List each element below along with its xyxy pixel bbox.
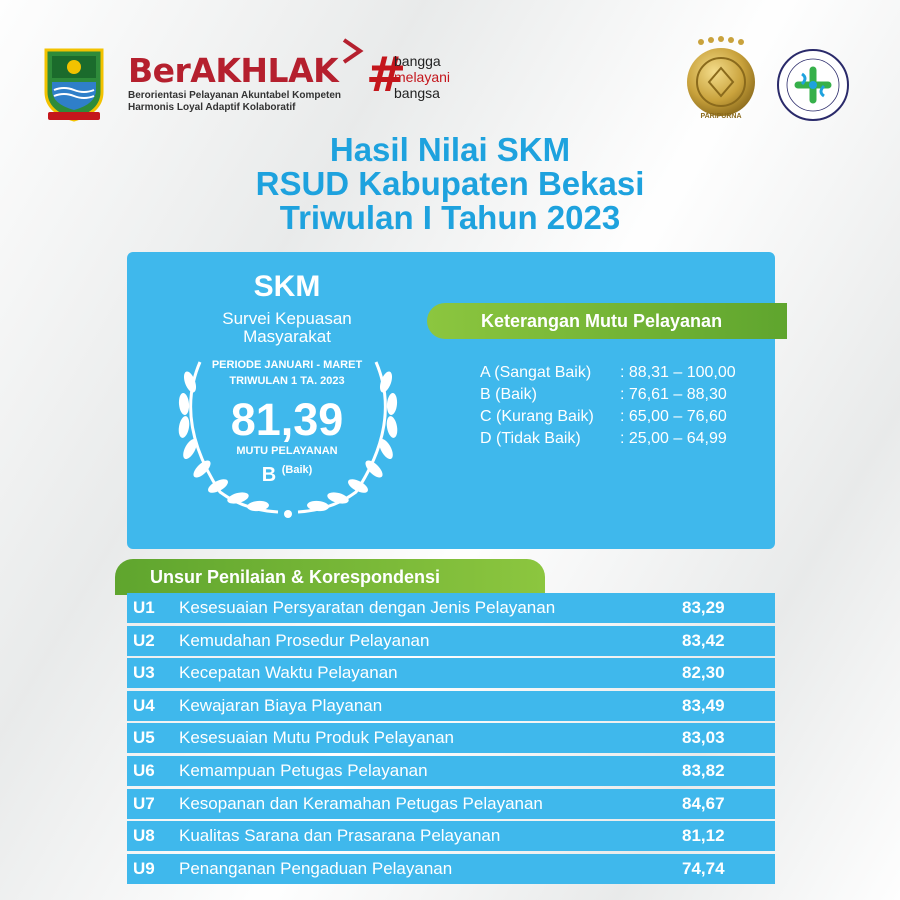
- grade-note: (Baik): [281, 464, 313, 476]
- table-row: [127, 821, 775, 851]
- paripurna-badge-icon: [679, 36, 763, 122]
- skm-subtitle-line-2: Masyarakat: [243, 327, 331, 346]
- bangga-melayani-logo: [366, 47, 486, 114]
- row-value: 83,42: [682, 630, 725, 650]
- row-code: U8: [133, 826, 155, 846]
- melayani-word: melayani: [394, 69, 451, 85]
- period-text: [127, 357, 447, 389]
- table-row: [127, 723, 775, 753]
- bangga-word: bangga: [394, 53, 441, 69]
- legend-range: : 76,61 – 88,30: [620, 386, 727, 403]
- row-label: Penanganan Pengaduan Pelayanan: [179, 858, 453, 878]
- row-value: 84,67: [682, 793, 725, 813]
- row-value: 82,30: [682, 663, 725, 683]
- legend-row: [480, 408, 736, 430]
- mutu-pelayanan-label: MUTU PELAYANAN: [236, 445, 338, 457]
- row-value: 83,03: [682, 728, 725, 748]
- legend-label: C (Kurang Baik): [480, 408, 594, 425]
- unsur-table: [127, 593, 775, 886]
- berakhlak-line-2: Harmonis Loyal Adaptif Kolaboratif: [128, 102, 296, 113]
- row-label: Kesesuaian Mutu Produk Pelayanan: [179, 728, 455, 748]
- unsur-title: Unsur Penilaian & Korespondensi: [150, 567, 441, 587]
- row-label: Kecepatan Waktu Pelayanan: [179, 663, 398, 683]
- legend-range: : 88,31 – 100,00: [620, 364, 736, 381]
- row-label: Kualitas Sarana dan Prasarana Pelayanan: [179, 826, 501, 846]
- row-code: U3: [133, 663, 155, 683]
- row-code: U2: [133, 630, 155, 650]
- legend-range: : 65,00 – 76,60: [620, 408, 727, 425]
- skm-subtitle-line-1: Survei Kepuasan: [222, 309, 352, 328]
- row-label: Kemudahan Prosedur Pelayanan: [179, 630, 430, 650]
- row-value: 83,29: [682, 598, 725, 617]
- row-value: 81,12: [682, 826, 725, 846]
- hashtag-glyph: #: [366, 47, 407, 103]
- table-row: [127, 756, 775, 786]
- legend-row: [480, 364, 736, 386]
- row-code: U5: [133, 728, 155, 748]
- row-code: U9: [133, 858, 155, 878]
- table-row: [127, 658, 775, 688]
- keterangan-title: Keterangan Mutu Pelayanan: [481, 311, 723, 331]
- row-label: Kesesuaian Persyaratan dengan Jenis Pelayanan: [179, 598, 556, 617]
- skm-subtitle: [127, 310, 447, 346]
- title-line-2: RSUD Kabupaten Bekasi: [255, 165, 645, 202]
- row-value: 74,74: [682, 858, 725, 878]
- bangsa-word: bangsa: [394, 85, 440, 101]
- period-line-2: TRIWULAN 1 TA. 2023: [229, 375, 345, 387]
- grade-value: [127, 464, 447, 487]
- paripurna-text: PARIPURNA: [700, 113, 742, 120]
- title-line-3: Triwulan I Tahun 2023: [279, 199, 621, 236]
- table-row: [127, 854, 775, 884]
- keterangan-tab: [427, 303, 787, 339]
- row-value: 83,82: [682, 760, 725, 780]
- title-line-1: Hasil Nilai SKM: [329, 131, 571, 168]
- row-label: Kemampuan Petugas Pelayanan: [179, 760, 428, 780]
- berakhlak-line-1: Berorientasi Pelayanan Akuntabel Kompeten: [128, 90, 342, 101]
- table-row: [127, 691, 775, 721]
- row-label: Kesopanan dan Keramahan Petugas Pelayanan: [179, 793, 543, 813]
- skm-score: 81,39: [230, 394, 344, 445]
- page-title: [0, 133, 900, 235]
- row-code: U1: [133, 598, 155, 617]
- skm-heading: SKM: [253, 270, 321, 303]
- rsud-logo-icon: [776, 48, 850, 122]
- legend-label: B (Baik): [480, 386, 537, 403]
- table-row: [127, 593, 775, 623]
- unsur-tab: [115, 559, 545, 595]
- berakhlak-logo: [128, 52, 341, 114]
- period-line-1: PERIODE JANUARI - MARET: [211, 359, 363, 371]
- row-code: U7: [133, 793, 155, 813]
- row-value: 83,49: [682, 695, 725, 715]
- row-code: U6: [133, 760, 155, 780]
- row-code: U4: [133, 695, 155, 715]
- legend-label: A (Sangat Baik): [480, 364, 592, 381]
- table-row: [127, 626, 775, 656]
- berakhlak-chevron-icon: [340, 38, 364, 64]
- kabupaten-bekasi-crest-icon: [42, 46, 106, 122]
- legend-range: : 25,00 – 64,99: [620, 430, 727, 447]
- table-row: [127, 789, 775, 819]
- berakhlak-wordmark: BerAKHLAK: [128, 51, 339, 90]
- grade-letter: B: [261, 464, 277, 486]
- grade-legend: [480, 364, 736, 452]
- legend-row: [480, 430, 736, 452]
- legend-label: D (Tidak Baik): [480, 430, 581, 447]
- legend-row: [480, 386, 736, 408]
- row-label: Kewajaran Biaya Playanan: [179, 695, 383, 715]
